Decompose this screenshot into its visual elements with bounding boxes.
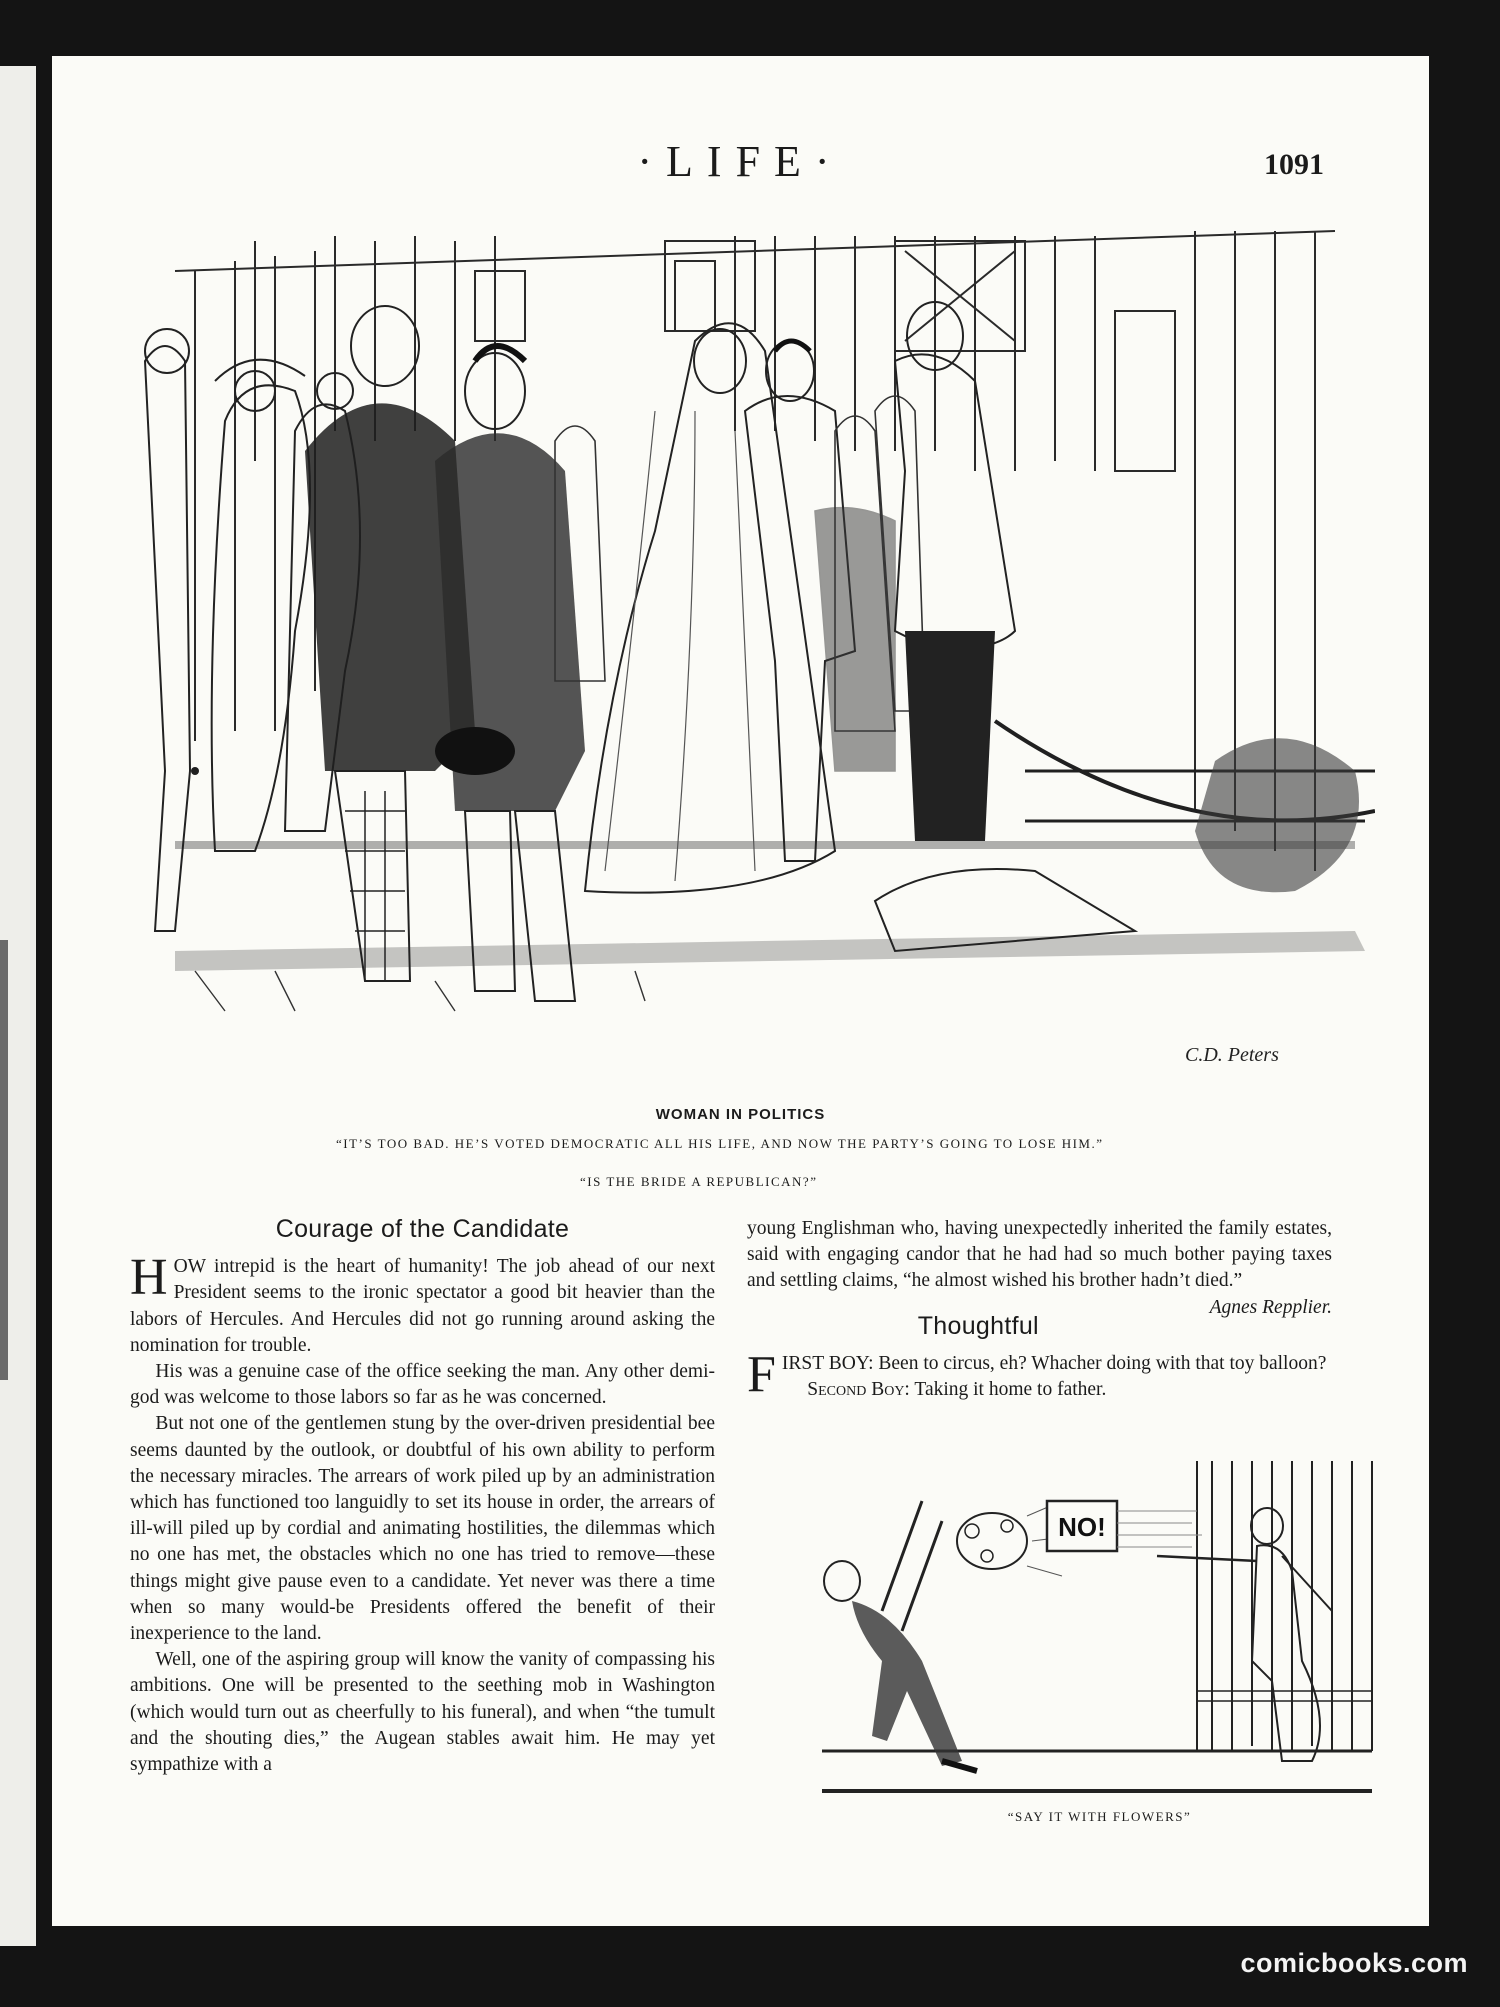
site-watermark: comicbooks.com <box>1240 1948 1468 1978</box>
article-paragraph-2: His was a genuine case of the office seeking the man. Any other demi-god was welcome to those labors so far as he was concerned. <box>130 1361 715 1409</box>
illustration-caption-line2: “IS THE BRIDE A REPUBLICAN?” <box>580 1174 818 1189</box>
magazine-page <box>52 56 1429 1926</box>
article-continuation-text: young Englishman who, having unexpectedly inherited the family estates, said with engaging candor that he had had so much bother paying taxes and settling claims, “he almost wished his brother hadn’t died.” <box>747 1218 1332 1292</box>
second-boy-speaker: Second Boy: <box>807 1379 910 1401</box>
article-paragraph-4: Well, one of the aspiring group will know the vanity of compassing his ambitions. One will be presented to the seething mob in Washington (which would turn out as cheerfully to his funeral), and when “the tumult and the shouting dies,” the Augean stables await him. He may yet sympathize with a <box>130 1649 715 1776</box>
page-number: 1091 <box>1264 148 1324 181</box>
dialogue-line-2 <box>747 1377 1332 1403</box>
author-signature: Agnes Repplier. <box>1209 1296 1332 1318</box>
article-column-right <box>747 1216 1332 1403</box>
wedding-illustration <box>135 211 1375 1081</box>
cartoon-caption: “SAY IT WITH FLOWERS” <box>1007 1809 1192 1824</box>
article-title: Courage of the Candidate <box>275 1215 570 1243</box>
thoughtful-title: Thoughtful <box>917 1311 1039 1340</box>
masthead-title: ·LIFE· <box>637 137 844 186</box>
first-boy-text: Been to circus, eh? Whacher doing with that toy balloon? <box>878 1352 1327 1374</box>
illustration-caption-title: WOMAN IN POLITICS <box>655 1106 826 1123</box>
adjacent-page-print <box>0 940 8 1380</box>
artist-signature: C.D. Peters <box>1185 1044 1279 1066</box>
second-boy-text: Taking it home to father. <box>914 1379 1107 1401</box>
article-paragraph-3: But not one of the gentlemen stung by the over-driven presidential bee seems daunted by the outlook, or doubtful of his own ability to perform the necessary miracles. The arrears of work piled up by an administration which has functioned too languidly to set its house in order, the arrears of ill-will piled up by cordial and animating hostilities, the dilemmas which no one has met, the obstacles which no one has tried to remove—these things might give pause even to a candidate. Yet never was there a time when so many would-be Presidents offered the benefit of their inexperience to the land. <box>130 1413 715 1645</box>
first-boy-speaker: IRST BOY: <box>781 1352 874 1374</box>
dropcap-f: F <box>747 1345 776 1403</box>
dropcap-h: H <box>130 1249 168 1307</box>
illustration-caption-line1: “IT’S TOO BAD. HE’S VOTED DEMOCRATIC ALL HIS LIFE, AND NOW THE PARTY’S GOING TO LOSE HIM.” <box>336 1136 1104 1151</box>
article-continuation <box>747 1216 1332 1318</box>
article-paragraph-1 <box>130 1249 715 1359</box>
article-column-left <box>130 1216 715 1778</box>
article-paragraph-1-text: OW intrepid is the heart of humanity! The job ahead of our next President seems to the ironic spectator a good bit heavier than the labors of Hercules. And Hercules did not go running around asking the nomination for trouble. <box>130 1256 715 1356</box>
no-sign-text: NO! <box>1058 1512 1106 1542</box>
flowers-cartoon <box>812 1461 1387 1801</box>
